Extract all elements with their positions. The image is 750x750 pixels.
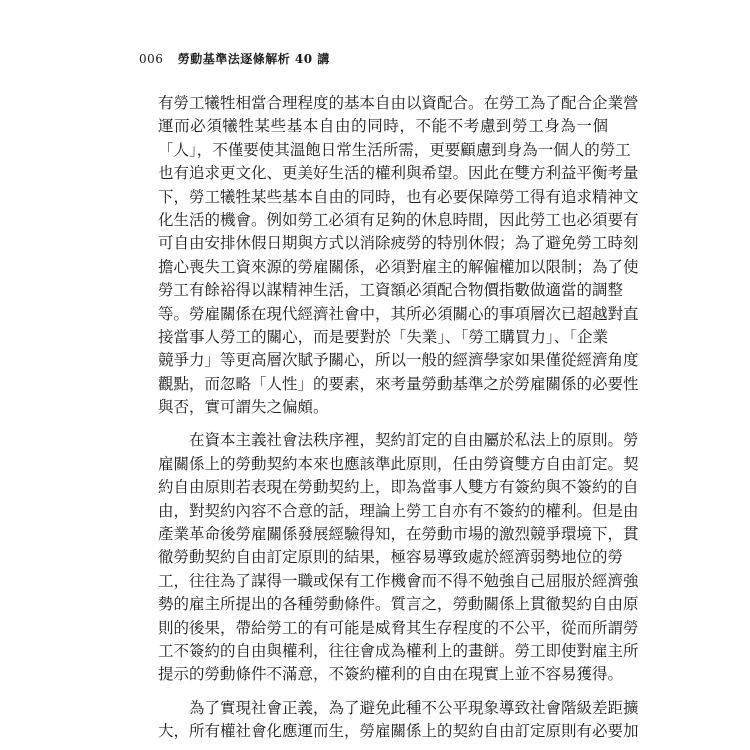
text-line: 有勞工犧牲相當合理程度的基本自由以資配合。在勞工為了配合企業營	[158, 94, 639, 112]
text-line: 由，對契約內容不合意的話，理論上勞工自亦有不簽約的權利。但是由	[158, 501, 639, 520]
text-line: 為了實現社會正義，為了避免此種不公平現象導致社會階級差距擴	[189, 698, 639, 717]
paragraph-gap	[158, 419, 608, 429]
text-line: 「人」，不僅要使其溫飽日常生活所需，更要顧慮到身為一個人的勞工	[158, 140, 631, 159]
book-title: 勞動基準法逐條解析 40 講	[177, 52, 330, 66]
text-line: 可自由安排休假日期與方式以消除疲勞的特別休假；為了避免勞工時刻	[158, 234, 639, 253]
text-line: 雇關係上的勞動契約本來也應該準此原則，任由勞資雙方自由訂定。契	[158, 454, 639, 473]
text-line: 接當事人勞工的關心，而是要對於「失業」、「勞工購買力」、「企業	[158, 327, 608, 346]
text-line: 與否，實可謂失之偏頗。	[158, 398, 329, 417]
text-line: 勞工有餘裕得以謀精神生活，工資額必須配合物價指數做適當的調整	[158, 281, 624, 300]
text-line: 下，勞工犧牲某些基本自由的同時，也有必要保障勞工得有追求精神文	[158, 187, 639, 206]
paragraph	[158, 697, 639, 744]
text-line: 產業革命後勞雇關係發展經驗得知，在勞動市場的激烈競爭環境下，貫	[158, 525, 639, 544]
text-line: 競爭力」等更高層次賦予關心，所以一般的經濟學家如果僅從經濟角度	[158, 351, 639, 370]
text-line: 觀點，而忽略「人性」的要素，來考量勞動基準之於勞雇關係的必要性	[158, 374, 639, 393]
text-line: 工不簽約的自由與權利，往往會成為權利上的畫餅。勞工即使對雇主所	[158, 641, 639, 660]
text-line: 在資本主義社會法秩序裡，契約訂定的自由屬於私法上的原則。勞	[189, 431, 639, 450]
text-line: 徹勞動契約自由訂定原則的結果，極容易導致處於經濟弱勢地位的勞	[158, 548, 624, 567]
paragraph	[158, 429, 639, 686]
text-line: 則的後果，帶給勞工的有可能是威脅其生存程度的不公平，從而所謂勞	[158, 618, 639, 637]
text-line: 等。勞雇關係在現代經濟社會中，其所必須關心的事項層次已超越對直	[158, 304, 639, 323]
text-line: 運而必須犧牲某些基本自由的同時，不能不考慮到勞工身為一個	[158, 117, 608, 136]
running-header	[139, 50, 330, 67]
text-line: 化生活的機會。例如勞工必須有足夠的休息時間，因此勞工也必須要有	[158, 210, 639, 229]
text-line: 提示的勞動條件不滿意，不簽約權利的自由在現實上並不容易獲得。	[158, 665, 624, 684]
text-line: 約自由原則若表現在勞動契約上，即為當事人雙方有簽約與不簽約的自	[158, 478, 639, 497]
text-line: 也有追求更文化、更美好生活的權利與希望。因此在雙方利益平衡考量	[158, 164, 639, 183]
paragraph-gap	[158, 687, 608, 697]
text-line: 勢的雇主所提出的各種勞動條件。質言之，勞動關係上貫徹契約自由原	[158, 595, 639, 614]
text-line: 工，往往為了謀得一職或保有工作機會而不得不勉強自己屈服於經濟強	[158, 571, 639, 590]
page-number: 006	[139, 52, 164, 66]
body-text	[158, 92, 639, 744]
paragraph	[158, 92, 639, 419]
text-line: 擔心喪失工資來源的勞雇關係，必須對雇主的解僱權加以限制；為了使	[158, 257, 639, 276]
text-line: 大，所有權社會化應運而生，勞雇關係上的契約自由訂定原則有必要加	[158, 722, 639, 741]
